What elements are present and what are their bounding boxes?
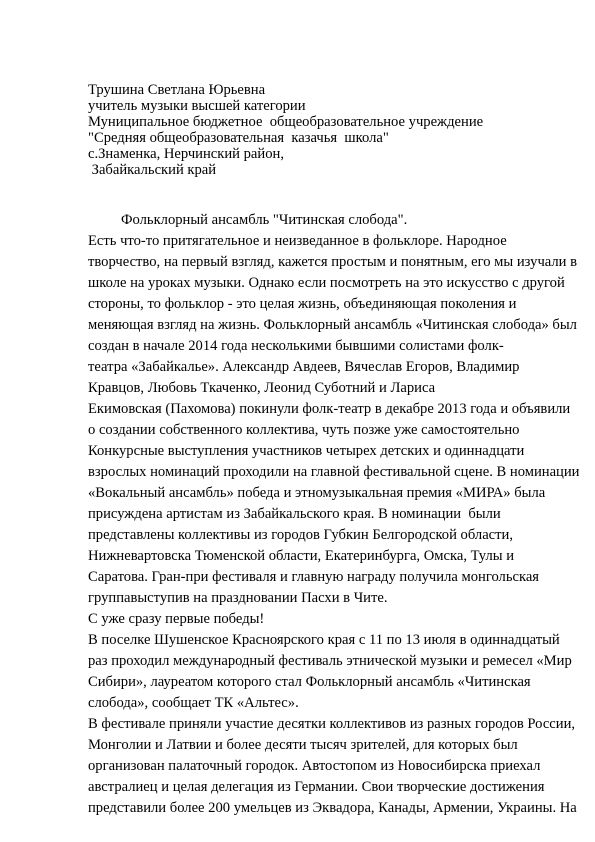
author-name: Трушина Светлана Юрьевна bbox=[88, 82, 266, 98]
article-line: Нижневартовска Тюменской области, Екатеринбурга, Омска, Тулы и bbox=[88, 548, 515, 564]
location-region: Забайкальский край bbox=[88, 162, 217, 179]
author-block bbox=[88, 82, 483, 179]
article-line: раз проходил международный фестиваль этнической музыки и ремесел «Мир bbox=[88, 653, 572, 669]
article-line: В поселке Шушенское Красноярского края с 11 по 13 июля в одиннадцатый bbox=[88, 632, 560, 648]
article-line: стороны, то фольклор - это целая жизнь, объединяющая поколения и bbox=[88, 296, 517, 312]
article-body bbox=[88, 210, 580, 819]
article-line: присуждена артистам из Забайкальского края. В номинации были bbox=[88, 506, 501, 522]
article-line: слобода», сообщает ТК «Альтес». bbox=[88, 695, 299, 711]
article-line: представили более 200 умельцев из Эквадора, Канады, Армении, Украины. На bbox=[88, 800, 577, 816]
author-position: учитель музыки высшей категории bbox=[88, 98, 306, 115]
location-village: с.Знаменка, Нерчинский район, bbox=[88, 146, 284, 163]
article-line: Есть что-то притягательное и неизведанное в фольклоре. Народное bbox=[88, 233, 507, 249]
article-line: создан в начале 2014 года несколькими бывшими солистами фолк- bbox=[88, 338, 504, 354]
institution-type: Муниципальное бюджетное общеобразовательное учреждение bbox=[88, 114, 484, 131]
article-line: Кравцов, Любовь Ткаченко, Леонид Суботний и Лариса bbox=[88, 380, 436, 396]
article-line: представлены коллективы из городов Губкин Белгородской области, bbox=[88, 527, 513, 543]
article-line: «Вокальный ансамбль» победа и этномузыкальная премия «МИРА» была bbox=[88, 485, 546, 501]
article-line: творчество, на первый взгляд, кажется простым и понятным, его мы изучали в bbox=[88, 254, 578, 270]
article-line: о создании собственного коллектива, чуть позже уже самостоятельно bbox=[88, 422, 520, 438]
article-line: Сибири», лауреатом которого стал Фольклорный ансамбль «Читинская bbox=[88, 674, 531, 690]
article-line: группавыступив на праздновании Пасхи в Чите. bbox=[88, 590, 388, 606]
article-line: Конкурсные выступления участников четырех детских и одиннадцати bbox=[88, 443, 525, 459]
article-line: меняющая взгляд на жизнь. Фольклорный ансамбль «Читинская слобода» был bbox=[88, 317, 577, 333]
article-line: школе на уроках музыки. Однако если посмотреть на это искусство с другой bbox=[88, 275, 565, 291]
article-line: организован палаточный городок. Автостопом из Новосибирска приехал bbox=[88, 758, 541, 774]
article-title: Фольклорный ансамбль "Читинская слобода". bbox=[121, 212, 408, 228]
article-line: В фестивале приняли участие десятки коллективов из разных городов России, bbox=[88, 716, 576, 732]
article-line: театра «Забайкалье». Александр Авдеев, Вячеслав Егоров, Владимир bbox=[88, 359, 520, 375]
article-line: Екимовская (Пахомова) покинули фолк-театр в декабре 2013 года и объявили bbox=[88, 401, 571, 417]
article-line: Саратова. Гран-при фестиваля и главную награду получила монгольская bbox=[88, 569, 540, 585]
article-line: Монголии и Латвии и более десяти тысяч зрителей, для которых был bbox=[88, 737, 518, 753]
institution-name: "Средняя общеобразовательная казачья школа" bbox=[88, 130, 389, 147]
article-line: взрослых номинаций проходили на главной фестивальной сцене. В номинации bbox=[88, 464, 580, 480]
article-line: С уже сразу первые победы! bbox=[88, 611, 265, 627]
article-line: австралиец и целая делегация из Германии. Свои творческие достижения bbox=[88, 779, 545, 795]
